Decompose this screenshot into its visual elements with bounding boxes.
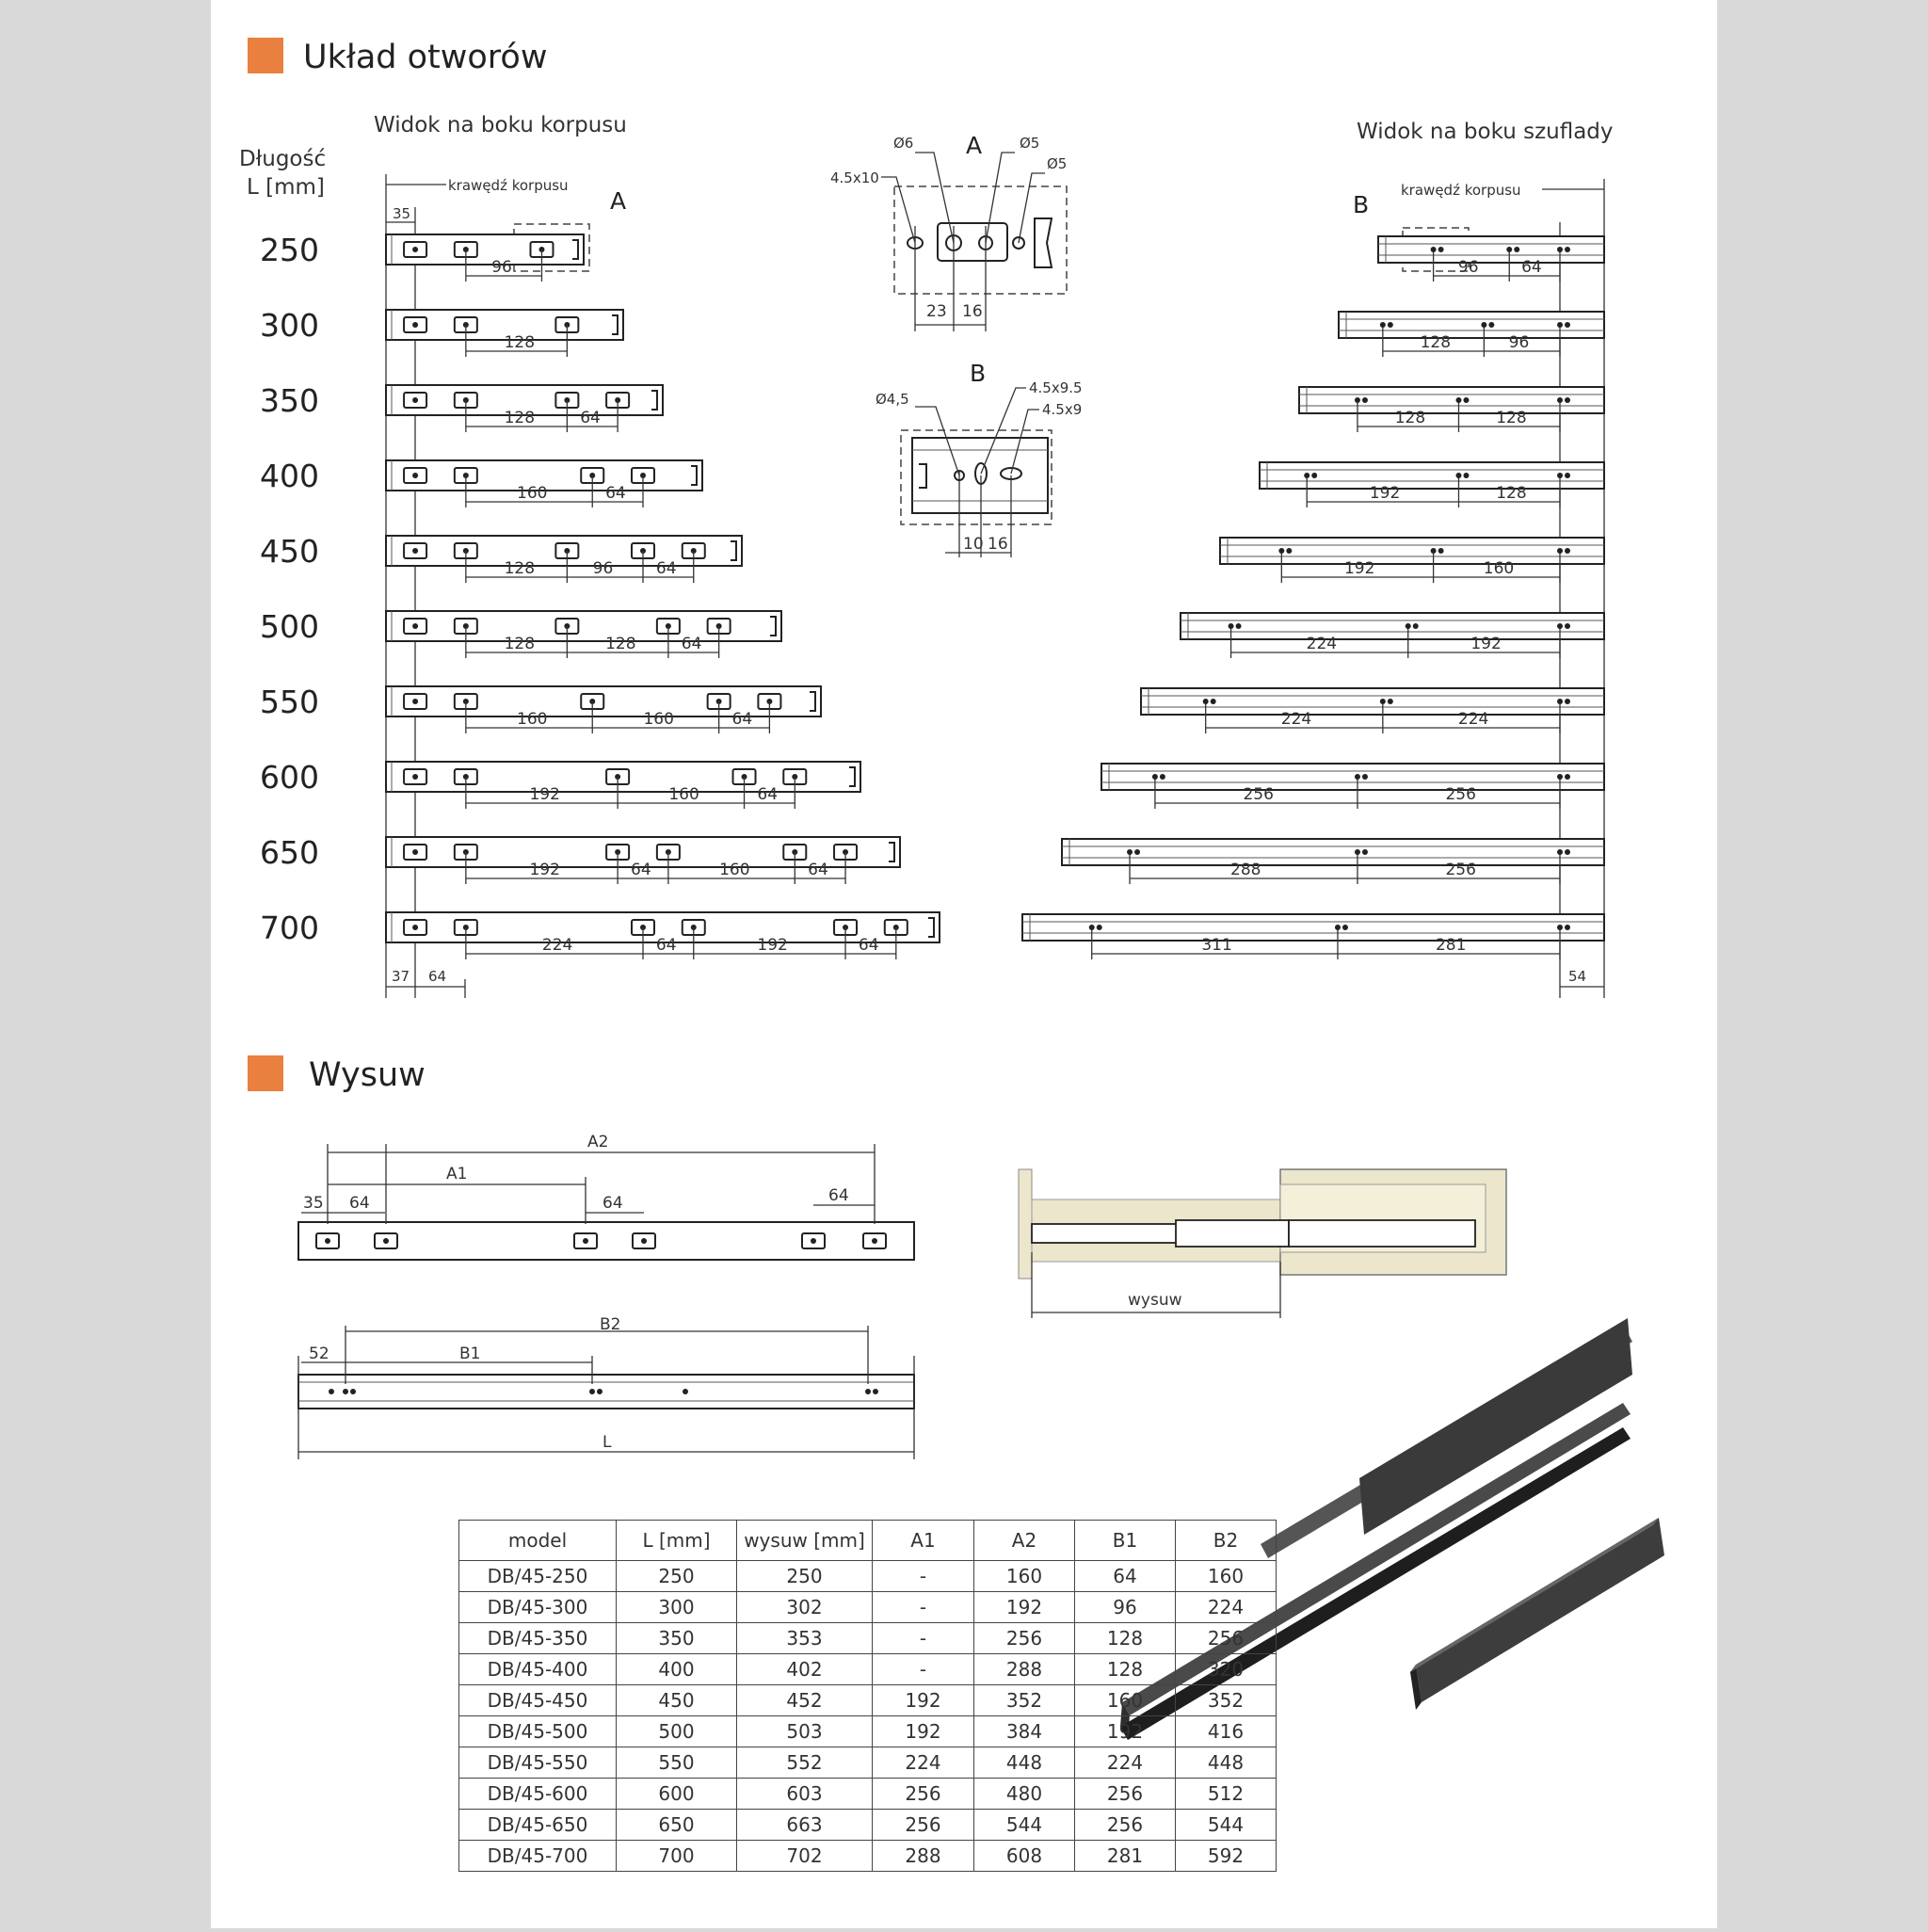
left-dim-label: 64 [731,710,753,729]
left-bottom-dim-37: 37 [392,968,410,985]
left-dim-label: 64 [655,936,677,955]
left-dim-label: 128 [504,333,536,352]
table-cell: DB/45-300 [459,1592,617,1623]
table-header-cell: model [459,1521,617,1561]
table-cell: 402 [737,1654,873,1685]
table-cell: 256 [1176,1623,1277,1654]
table-header-cell: B1 [1075,1521,1176,1561]
section-title-holes: Układ otworów [303,39,548,76]
table-cell: DB/45-600 [459,1779,617,1810]
right-dim-label: 128 [1420,333,1452,352]
table-cell: 480 [974,1779,1075,1810]
table-cell: 550 [617,1747,737,1779]
detail-a-label-d5a: Ø5 [1020,135,1040,152]
detail-a-marker-left: A [610,187,627,215]
length-label-2: L [mm] [247,175,325,200]
detail-b-label-d45: Ø4,5 [876,391,909,408]
right-bottom-dim-54: 54 [1568,968,1587,985]
drawer-label-extension: wysuw [1128,1291,1182,1310]
left-dim-label: 64 [757,785,779,804]
table-cell: - [873,1654,974,1685]
right-dim-label: 224 [1306,635,1338,653]
right-dim-label: 224 [1280,710,1312,729]
right-dim-label: 288 [1230,861,1261,879]
rail-a-drawing [298,1133,914,1260]
rail-a-label-64b: 64 [602,1194,623,1213]
table-cell: 400 [617,1654,737,1685]
table-header-cell: A2 [974,1521,1075,1561]
right-dim-label: 128 [1496,484,1527,503]
table-cell: DB/45-250 [459,1561,617,1592]
table-cell: 128 [1075,1654,1176,1685]
table-cell: 160 [1176,1561,1277,1592]
length-label: 600 [260,759,319,796]
detail-a-label-d5b: Ø5 [1047,155,1068,172]
rail-row [260,608,1604,658]
detail-b-dim-10: 10 [963,535,984,554]
table-cell: DB/45-700 [459,1841,617,1872]
length-label: 250 [260,232,319,268]
section-title-extension: Wysuw [309,1056,426,1094]
left-dim-label: 192 [529,861,560,879]
right-dim-label: 128 [1496,409,1527,427]
rail-b-label-b1: B1 [459,1344,481,1363]
length-label: 450 [260,533,319,570]
rail-a-label-35: 35 [303,1194,324,1213]
length-label: 700 [260,910,319,946]
left-dim-label: 160 [517,710,548,729]
length-label-1: Długość [239,147,327,171]
table-cell: 603 [737,1779,873,1810]
table-cell: - [873,1592,974,1623]
table-cell: 64 [1075,1561,1176,1592]
table-cell: 128 [1075,1623,1176,1654]
detail-b-label-slot2: 4.5x9 [1042,401,1083,418]
table-cell: 160 [974,1561,1075,1592]
left-dim-label: 96 [592,559,614,578]
right-dim-label: 311 [1201,936,1232,955]
left-edge-label: krawędź korpusu [448,177,569,194]
table-cell: DB/45-500 [459,1716,617,1747]
table-cell: 452 [737,1685,873,1716]
rail-row [260,684,1604,733]
left-dim-label: 128 [605,635,636,653]
table-row [459,1841,1277,1872]
detail-a-title: A [966,132,983,159]
body-rail [386,536,742,566]
detail-b-marker-right: B [1353,191,1370,218]
table-row [459,1716,1277,1747]
rail-b-drawing [298,1315,914,1459]
table-cell: 448 [1176,1747,1277,1779]
table-row [459,1747,1277,1779]
left-dim-label: 224 [541,936,573,955]
table-cell: 592 [1176,1841,1277,1872]
table-cell: 192 [974,1592,1075,1623]
table-cell: 352 [1176,1685,1277,1716]
table-cell: 552 [737,1747,873,1779]
right-dim-label: 64 [1521,258,1542,277]
spec-table [458,1520,1277,1872]
table-cell: 288 [974,1654,1075,1685]
left-dim-label: 64 [858,936,879,955]
table-cell: 448 [974,1747,1075,1779]
detail-a-label-d6: Ø6 [893,135,914,152]
table-cell: 224 [1075,1747,1176,1779]
rail-b-label-52: 52 [309,1344,329,1363]
table-cell: - [873,1623,974,1654]
table-cell: 416 [1176,1716,1277,1747]
table-cell: 608 [974,1841,1075,1872]
table-cell: 702 [737,1841,873,1872]
table-header-row [459,1521,1277,1561]
table-cell: 256 [974,1623,1075,1654]
table-cell: 353 [737,1623,873,1654]
right-dim-label: 96 [1457,258,1479,277]
rail-row [260,232,1604,282]
table-cell: 544 [974,1810,1075,1841]
rail-b-label-b2: B2 [600,1315,621,1334]
table-cell: 384 [974,1716,1075,1747]
table-cell: 350 [617,1623,737,1654]
table-row [459,1623,1277,1654]
left-dim-label: 64 [681,635,702,653]
detail-a-dim-23: 23 [926,302,947,321]
table-row [459,1685,1277,1716]
view-right-title: Widok na boku szuflady [1357,120,1614,144]
length-label: 350 [260,382,319,419]
table-cell: 250 [737,1561,873,1592]
table-cell: 544 [1176,1810,1277,1841]
table-cell: 256 [873,1779,974,1810]
table-cell: 450 [617,1685,737,1716]
table-cell: 256 [1075,1810,1176,1841]
right-dim-label: 128 [1394,409,1426,427]
length-label: 400 [260,458,319,494]
table-cell: DB/45-350 [459,1623,617,1654]
table-header-cell: L [mm] [617,1521,737,1561]
table-header-cell: A1 [873,1521,974,1561]
table-cell: 352 [974,1685,1075,1716]
left-dim-label: 160 [643,710,674,729]
body-rail [386,611,781,641]
table-row [459,1592,1277,1623]
table-cell: 663 [737,1810,873,1841]
right-dim-label: 224 [1457,710,1489,729]
table-cell: 302 [737,1592,873,1623]
drawer-rail [1181,613,1604,639]
drawer-extension-illustration [1019,1169,1506,1318]
table-cell: 224 [1176,1592,1277,1623]
drawer-rail [1101,764,1604,790]
length-label: 550 [260,684,319,720]
length-label: 500 [260,608,319,645]
rail-a-label-64a: 64 [349,1194,370,1213]
table-cell: 192 [873,1685,974,1716]
left-dim-label: 64 [631,861,651,879]
table-row [459,1654,1277,1685]
table-cell: 500 [617,1716,737,1747]
left-dim-label: 128 [504,409,536,427]
detail-b-dim-16: 16 [988,535,1008,554]
right-dim-label: 192 [1369,484,1401,503]
left-dim-label: 160 [668,785,699,804]
right-dim-label: 96 [1508,333,1530,352]
left-dim-label: 160 [719,861,750,879]
left-top-dim: 35 [393,205,411,222]
table-cell: 256 [1075,1779,1176,1810]
table-cell: 503 [737,1716,873,1747]
table-cell: 320 [1176,1654,1277,1685]
right-dim-label: 256 [1445,861,1476,879]
length-label: 300 [260,307,319,344]
right-dim-label: 160 [1483,559,1515,578]
section-marker-icon [248,38,283,73]
table-cell: 281 [1075,1841,1176,1872]
table-cell: 600 [617,1779,737,1810]
rail-a-label-64c: 64 [828,1186,849,1205]
left-dim-label: 160 [517,484,548,503]
view-left-title: Widok na boku korpusu [374,113,627,137]
drawer-rail [1339,312,1604,338]
rail-a-label-a1: A1 [446,1165,468,1183]
table-cell: 192 [873,1716,974,1747]
table-row [459,1779,1277,1810]
detail-a-drawing [830,132,1067,331]
rail-row [260,834,1604,884]
rail-b-label-l: L [602,1433,612,1452]
length-label: 650 [260,834,319,871]
table-cell: 224 [873,1747,974,1779]
detail-b-title: B [970,360,987,387]
right-edge-label: krawędź korpusu [1401,182,1521,199]
left-dim-label: 64 [808,861,828,879]
table-cell: DB/45-450 [459,1685,617,1716]
rail-row [260,458,1604,507]
right-dim-label: 281 [1435,936,1467,955]
left-dim-label: 64 [605,484,626,503]
table-cell: DB/45-400 [459,1654,617,1685]
left-dim-label: 64 [655,559,677,578]
left-dim-label: 192 [757,936,788,955]
table-cell: 96 [1075,1592,1176,1623]
left-dim-label: 192 [529,785,560,804]
section-marker-icon-2 [248,1055,283,1091]
left-dim-label: 128 [504,559,536,578]
table-header-cell: wysuw [mm] [737,1521,873,1561]
right-dim-label: 192 [1343,559,1375,578]
drawer-rail [1260,462,1604,489]
table-cell: 512 [1176,1779,1277,1810]
body-rail [386,762,860,792]
drawer-rail [1022,914,1604,941]
detail-b-drawing [876,360,1083,557]
table-cell: 250 [617,1561,737,1592]
table-header-cell: B2 [1176,1521,1277,1561]
rail-row [260,910,1604,959]
table-cell: 288 [873,1841,974,1872]
detail-a-label-slot: 4.5x10 [830,169,879,186]
left-dim-label: 96 [491,258,512,277]
left-bottom-dim-64: 64 [428,968,447,985]
detail-a-dim-16: 16 [962,302,983,321]
table-cell: - [873,1561,974,1592]
table-cell: 256 [873,1810,974,1841]
table-cell: 700 [617,1841,737,1872]
table-cell: DB/45-550 [459,1747,617,1779]
rail-a-label-a2: A2 [587,1133,609,1151]
table-cell: DB/45-650 [459,1810,617,1841]
rail-row [260,533,1604,583]
table-cell: 300 [617,1592,737,1623]
right-dim-label: 256 [1445,785,1476,804]
table-cell: 160 [1075,1685,1176,1716]
rail-row [260,759,1604,809]
catalog-page [211,0,1717,1928]
table-row [459,1561,1277,1592]
table-cell: 192 [1075,1716,1176,1747]
left-dim-label: 64 [580,409,601,427]
right-dim-label: 256 [1243,785,1274,804]
right-dim-label: 192 [1470,635,1502,653]
table-cell: 650 [617,1810,737,1841]
table-row [459,1810,1277,1841]
detail-b-label-slot1: 4.5x9.5 [1029,379,1083,396]
drawer-rail [1062,839,1604,865]
left-dim-label: 128 [504,635,536,653]
drawer-rail [1220,538,1604,564]
